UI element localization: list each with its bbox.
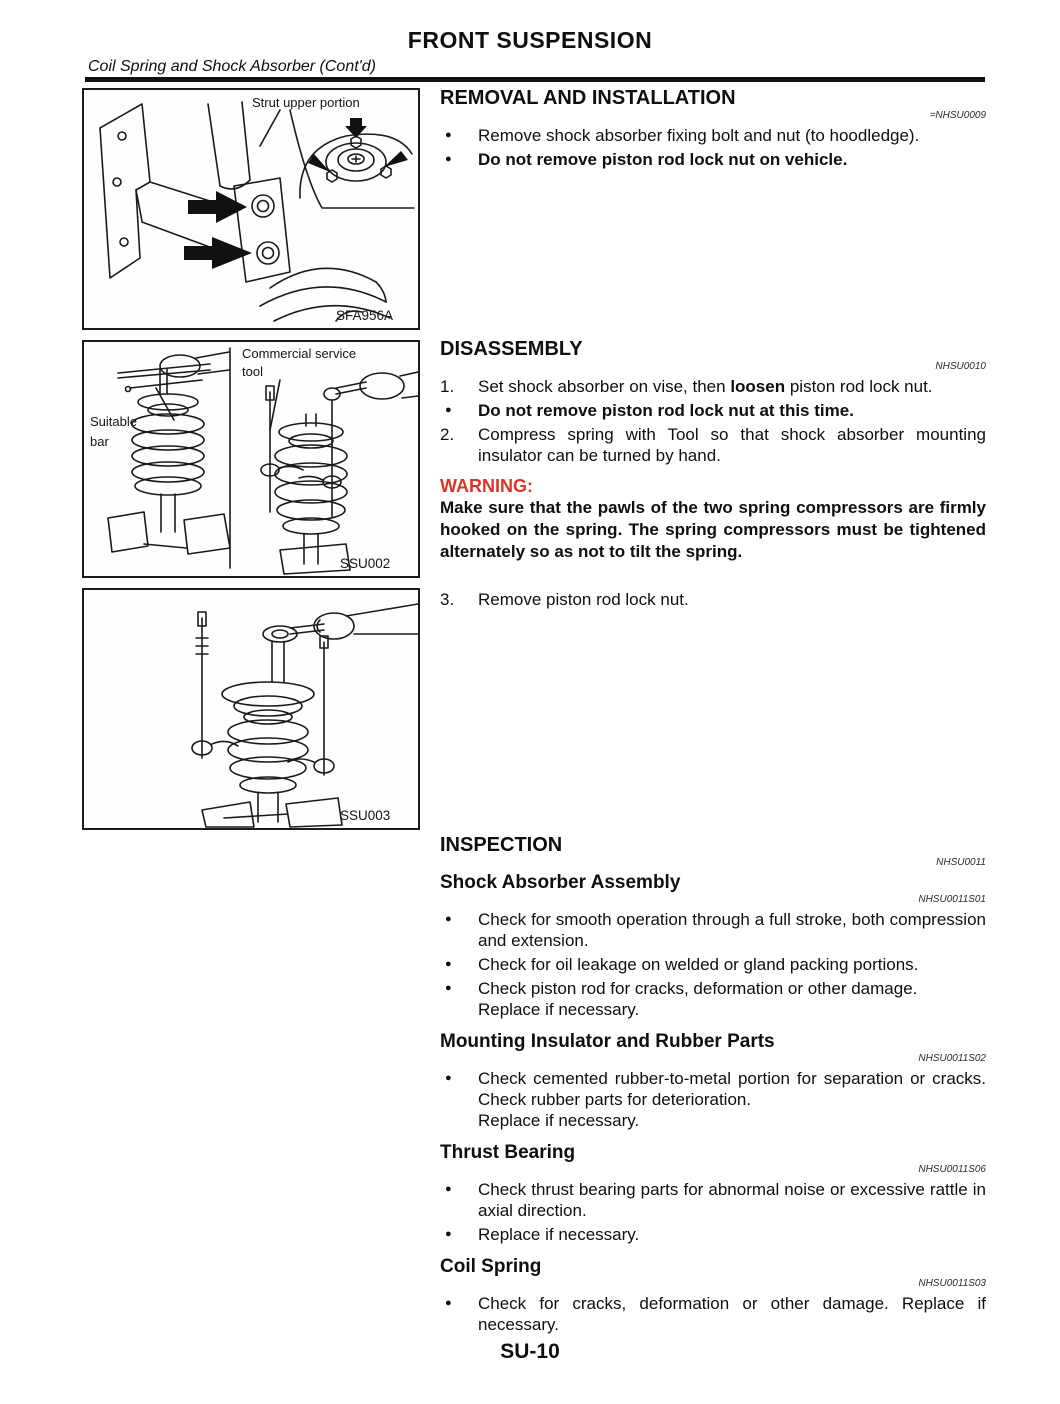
disassembly-note: Do not remove piston rod lock nut at this time.	[478, 401, 854, 420]
disassembly-heading: DISASSEMBLY	[440, 338, 583, 360]
shock-absorber-assembly-title: Shock Absorber Assembly	[440, 872, 681, 893]
coil-bullet-1: Check for cracks, deformation or other damage. Replace if necessary.	[478, 1294, 986, 1334]
section-removal-installation	[440, 86, 986, 170]
section-inspection	[440, 833, 986, 1335]
list-item	[440, 376, 986, 397]
header-rule	[85, 77, 985, 82]
list-item	[440, 125, 986, 146]
list-item	[440, 149, 986, 170]
thrust-bullet-1: Check thrust bearing parts for abnormal noise or excessive rattle in axial direction.	[478, 1180, 986, 1220]
section-disassembly	[440, 337, 986, 563]
step1-bold-word: loosen	[730, 377, 786, 396]
figure-strut-upper-portion	[82, 88, 420, 330]
removal-heading: REMOVAL AND INSTALLATION	[440, 87, 736, 109]
list-item	[440, 424, 986, 466]
section-step3	[440, 586, 986, 610]
shock-bullet-1: Check for smooth operation through a full stroke, both compression and extension.	[478, 910, 986, 950]
figure-remove-lock-nut	[82, 588, 420, 830]
disassembly-step-1	[478, 376, 986, 397]
disassembly-refcode: NHSU0010	[935, 361, 986, 372]
bullet-icon: ●	[445, 1228, 452, 1240]
bullet-icon: ●	[445, 958, 452, 970]
shock-bullet-3: Check piston rod for cracks, deformation or other damage.	[478, 979, 918, 998]
step-number: 2.	[440, 425, 455, 444]
list-item	[440, 589, 986, 610]
thrust-refcode: NHSU0011S06	[918, 1164, 986, 1175]
figure2-bar-label-line2: bar	[90, 434, 109, 449]
figure1-annotation: Strut upper portion	[252, 95, 360, 110]
shock-bullet-3-cont: Replace if necessary.	[478, 1000, 640, 1019]
list-item	[440, 400, 986, 421]
bullet-icon: ●	[445, 1072, 452, 1084]
list-item	[440, 978, 986, 1020]
bullet-icon: ●	[445, 153, 452, 165]
step-number: 1.	[440, 377, 455, 396]
section-subtitle: Coil Spring and Shock Absorber (Cont'd)	[88, 58, 376, 75]
page-title: FRONT SUSPENSION	[407, 27, 653, 53]
bullet-icon: ●	[445, 913, 452, 925]
warning-label: WARNING:	[440, 476, 533, 496]
remove-lock-nut-drawing	[84, 590, 418, 828]
page-number: SU-10	[500, 1340, 560, 1363]
spring-compressor-drawing	[84, 342, 418, 576]
arrow-icons	[184, 118, 408, 269]
shock-bullet-2: Check for oil leakage on welded or gland packing portions.	[478, 955, 919, 974]
bullet-icon: ●	[445, 129, 452, 141]
thrust-bearing-title: Thrust Bearing	[440, 1142, 576, 1163]
strut-upper-portion-drawing	[84, 90, 418, 328]
list-item	[440, 954, 986, 975]
removal-refcode: =NHSU0009	[929, 110, 986, 121]
list-item	[440, 1293, 986, 1335]
coil-spring-title: Coil Spring	[440, 1256, 542, 1277]
mounting-insulator-title: Mounting Insulator and Rubber Parts	[440, 1031, 775, 1052]
removal-item-2: Do not remove piston rod lock nut on vehicle.	[478, 150, 848, 169]
figure2-tool-label-line1: Commercial service	[242, 346, 357, 361]
figure-spring-compressor-tools	[82, 340, 420, 578]
list-item	[440, 1179, 986, 1221]
shock-refcode: NHSU0011S01	[918, 894, 986, 905]
bullet-icon: ●	[445, 1183, 452, 1195]
step1-text-end: piston rod lock nut.	[785, 377, 933, 396]
coil-refcode: NHSU0011S03	[918, 1278, 986, 1289]
bullet-icon: ●	[445, 982, 452, 994]
figure2-code: SSU002	[340, 556, 391, 571]
figure1-code: SFA956A	[336, 308, 394, 323]
bullet-icon: ●	[445, 404, 452, 416]
mounting-bullet-1-cont: Replace if necessary.	[478, 1111, 640, 1130]
thrust-bullet-2: Replace if necessary.	[478, 1225, 640, 1244]
step1-text: Set shock absorber on vise, then	[478, 377, 731, 396]
figure3-code: SSU003	[340, 808, 391, 823]
mounting-bullet-1: Check cemented rubber-to-metal portion for separation or cracks. Check rubber parts for deterioration.	[478, 1069, 986, 1109]
step-number: 3.	[440, 590, 455, 609]
inspection-refcode: NHSU0011	[936, 857, 986, 868]
list-item	[440, 1068, 986, 1131]
disassembly-step-2: Compress spring with Tool so that shock absorber mounting insulator can be turned by hand.	[478, 425, 986, 465]
removal-item-1: Remove shock absorber fixing bolt and nut (to hoodledge).	[478, 126, 920, 145]
disassembly-step-3: Remove piston rod lock nut.	[478, 590, 689, 609]
bullet-icon: ●	[445, 1297, 452, 1309]
figure2-bar-label-line1: Suitable	[90, 414, 137, 429]
inspection-heading: INSPECTION	[440, 834, 563, 856]
list-item	[440, 1224, 986, 1245]
warning-text: Make sure that the pawls of the two spring compressors are firmly hooked on the spring. The spring compressors must be tightened alternately so as not to tilt the spring.	[440, 498, 986, 561]
mounting-refcode: NHSU0011S02	[918, 1053, 986, 1064]
figure2-tool-label-line2: tool	[242, 364, 263, 379]
list-item	[440, 909, 986, 951]
